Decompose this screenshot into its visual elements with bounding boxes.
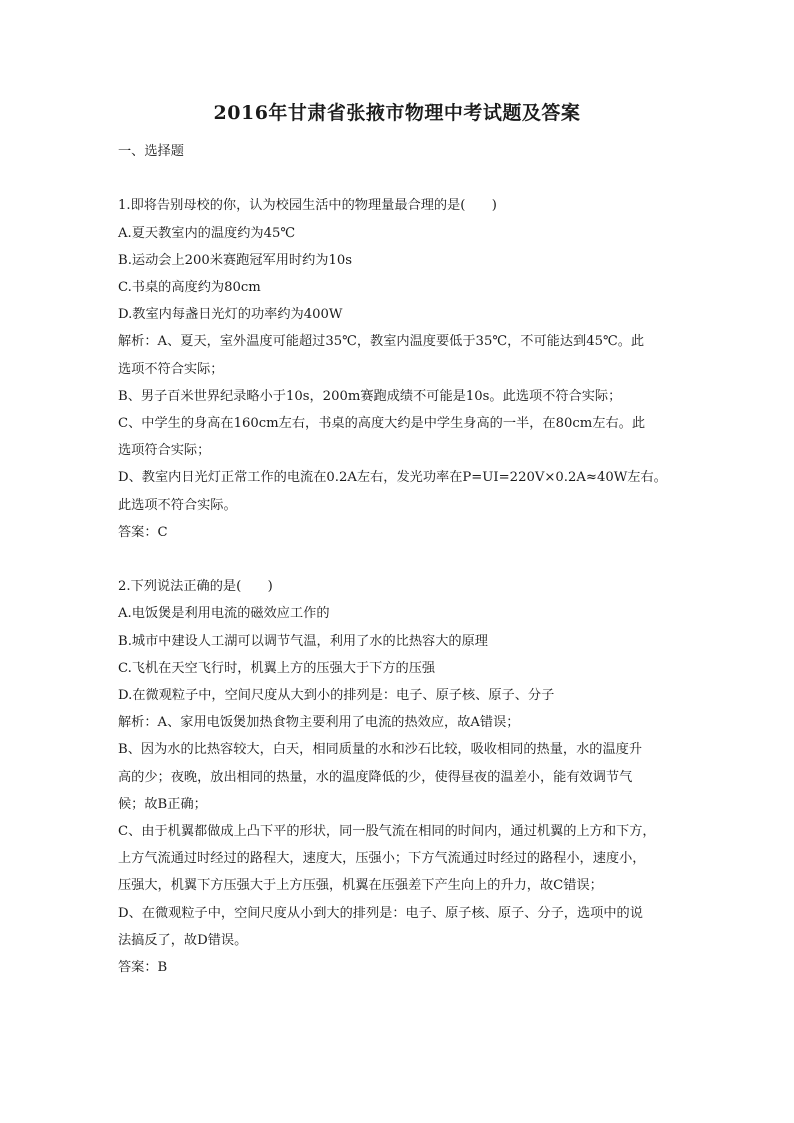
document-body — [118, 138, 678, 981]
analysis-line: 上方气流通过时经过的路程大，速度大，压强小；下方气流通过时经过的路程小，速度小， — [118, 851, 646, 867]
option-a: A.夏天教室内的温度约为45℃ — [118, 225, 296, 241]
answer: 答案：C — [118, 524, 168, 540]
analysis-line: 高的少；夜晚，放出相同的热量，水的温度降低的少，使得昼夜的温差小，能有效调节气 — [118, 769, 633, 785]
analysis-line: 选项符合实际； — [118, 443, 211, 459]
option-d: D.在微观粒子中，空间尺度从大到小的排列是：电子、原子核、原子、分子 — [118, 688, 555, 704]
question-2 — [118, 573, 678, 981]
spacer — [118, 165, 678, 192]
analysis-line: 选项不符合实际； — [118, 361, 224, 377]
question-stem: 1.即将告别母校的你，认为校园生活中的物理量最合理的是( ) — [118, 198, 497, 214]
option-a: A.电饭煲是利用电流的磁效应工作的 — [118, 606, 330, 622]
analysis-line: C、中学生的身高在160cm左右，书桌的高度大约是中学生身高的一半，在80cm左右。此 — [118, 416, 646, 432]
question-stem: 2.下列说法正确的是( ) — [118, 579, 273, 595]
analysis-line: 解析：A、家用电饭煲加热食物主要利用了电流的热效应，故A错误； — [118, 715, 520, 731]
analysis-line: 此选项不符合实际。 — [118, 497, 237, 513]
analysis-line: 法搞反了，故D错误。 — [118, 932, 248, 948]
analysis-line: D、教室内日光灯正常工作的电流在0.2A左右，发光功率在P=UI=220V×0.2A≈40W左右。 — [118, 470, 667, 486]
analysis-line: 候；故B正确； — [118, 796, 207, 812]
spacer — [118, 546, 678, 573]
analysis-line: B、因为水的比热容较大，白天，相同质量的水和沙石比较，吸收相同的热量，水的温度升 — [118, 742, 642, 758]
analysis-line: D、在微观粒子中，空间尺度从小到大的排列是：电子、原子核、原子、分子，选项中的说 — [118, 905, 643, 921]
analysis-line: 解析：A、夏天，室外温度可能超过35℃，教室内温度要低于35℃，不可能达到45℃。此 — [118, 334, 645, 350]
question-1 — [118, 192, 678, 546]
analysis-line: B、男子百米世界纪录略小于10s，200m赛跑成绩不可能是10s。此选项不符合实际； — [118, 388, 622, 404]
option-c: C.书桌的高度约为80cm — [118, 280, 261, 295]
option-b: B.运动会上200米赛跑冠军用时约为10s — [118, 252, 353, 268]
analysis-line: 压强大，机翼下方压强大于上方压强，机翼在压强差下产生向上的升力，故C错误； — [118, 878, 603, 894]
answer: 答案：B — [118, 960, 168, 976]
option-d: D.教室内每盏日光灯的功率约为400W — [118, 307, 343, 323]
analysis-line: C、由于机翼都做成上凸下平的形状，同一股气流在相同的时间内，通过机翼的上方和下方， — [118, 824, 656, 840]
option-c: C.飞机在天空飞行时，机翼上方的压强大于下方的压强 — [118, 660, 436, 676]
option-b: B.城市中建设人工湖可以调节气温，利用了水的比热容大的原理 — [118, 633, 488, 649]
document-title: 2016年甘肃省张掖市物理中考试题及答案 — [213, 102, 581, 124]
section-heading: 一、选择题 — [118, 144, 184, 159]
